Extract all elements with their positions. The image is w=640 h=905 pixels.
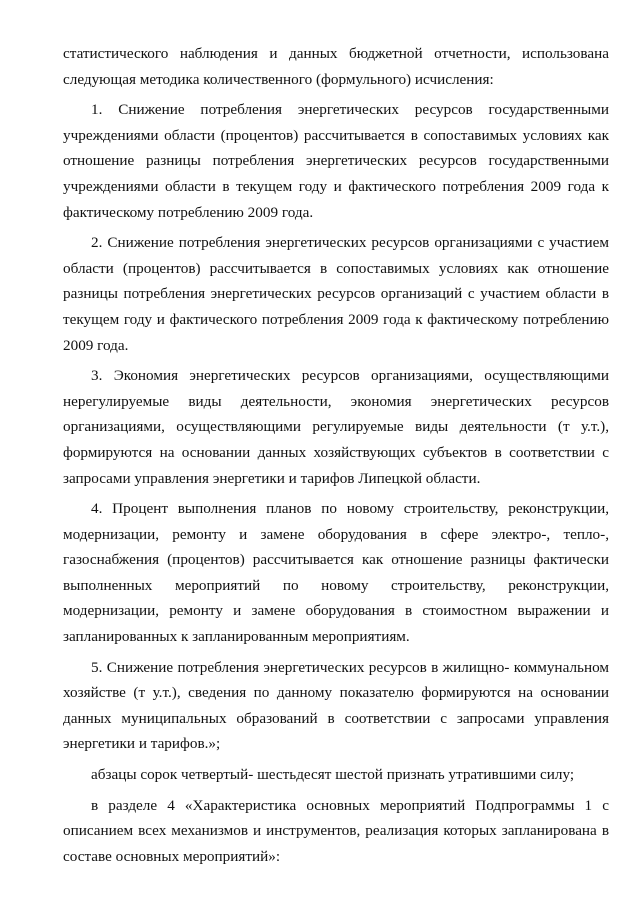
paragraph-item-4: 4. Процент выполнения планов по новому строительству, реконструкции, модернизации, ремонту и замене оборудования в сфере электро-, тепло-, газоснабжения (процентов) рассчитывается как отношение разницы фактически выполненных мероприятий по новому строительству, реконструкции, модернизации, ремонту и замене оборудования в стоимостном выражении и запланированных к запланированным мероприятиям. xyxy=(63,500,609,646)
paragraph-intro-continuation: статистического наблюдения и данных бюджетной отчетности, использована следующая методика количественного (формульного) исчисления: xyxy=(63,45,609,88)
paragraph-section-4: в разделе 4 «Характеристика основных мероприятий Подпрограммы 1 с описанием всех механизмов и инструментов, реализация которых запланирована в составе основных мероприятий»: xyxy=(63,796,609,865)
paragraph-item-1: 1. Снижение потребления энергетических ресурсов государственными учреждениями области (процентов) рассчитывается в сопоставимых условиях как отношение разницы потребления энергетических ресурсов государственными учреждениями области в текущем году и фактического потребления 2009 года к фактическому потреблению 2009 года. xyxy=(63,101,609,221)
paragraph-item-2: 2. Снижение потребления энергетических ресурсов организациями с участием области (процентов) рассчитывается в сопоставимых условиях как отношение разницы потребления энергетических ресурсов организаций с участием области в текущем году и фактического потребления 2009 года к фактическому потреблению 2009 года. xyxy=(63,234,609,354)
paragraph-repealed: абзацы сорок четвертый- шестьдесят шестой признать утратившими силу; xyxy=(91,766,575,784)
paragraph-item-3: 3. Экономия энергетических ресурсов организациями, осуществляющими нерегулируемые виды деятельности, экономия энергетических ресурсов организациями, осуществляющими регулируемые виды деятельности (т у.т.), формируются на основании данных хозяйствующих субъектов в соответствии с запросами управления энергетики и тарифов Липецкой области. xyxy=(63,367,609,487)
document-body xyxy=(63,41,609,874)
paragraph-item-5: 5. Снижение потребления энергетических ресурсов в жилищно- коммунальном хозяйстве (т у.т.), сведения по данному показателю формируются на основании данных муниципальных образований в соответствии с запросами управления энергетики и тарифов.»; xyxy=(63,658,609,753)
